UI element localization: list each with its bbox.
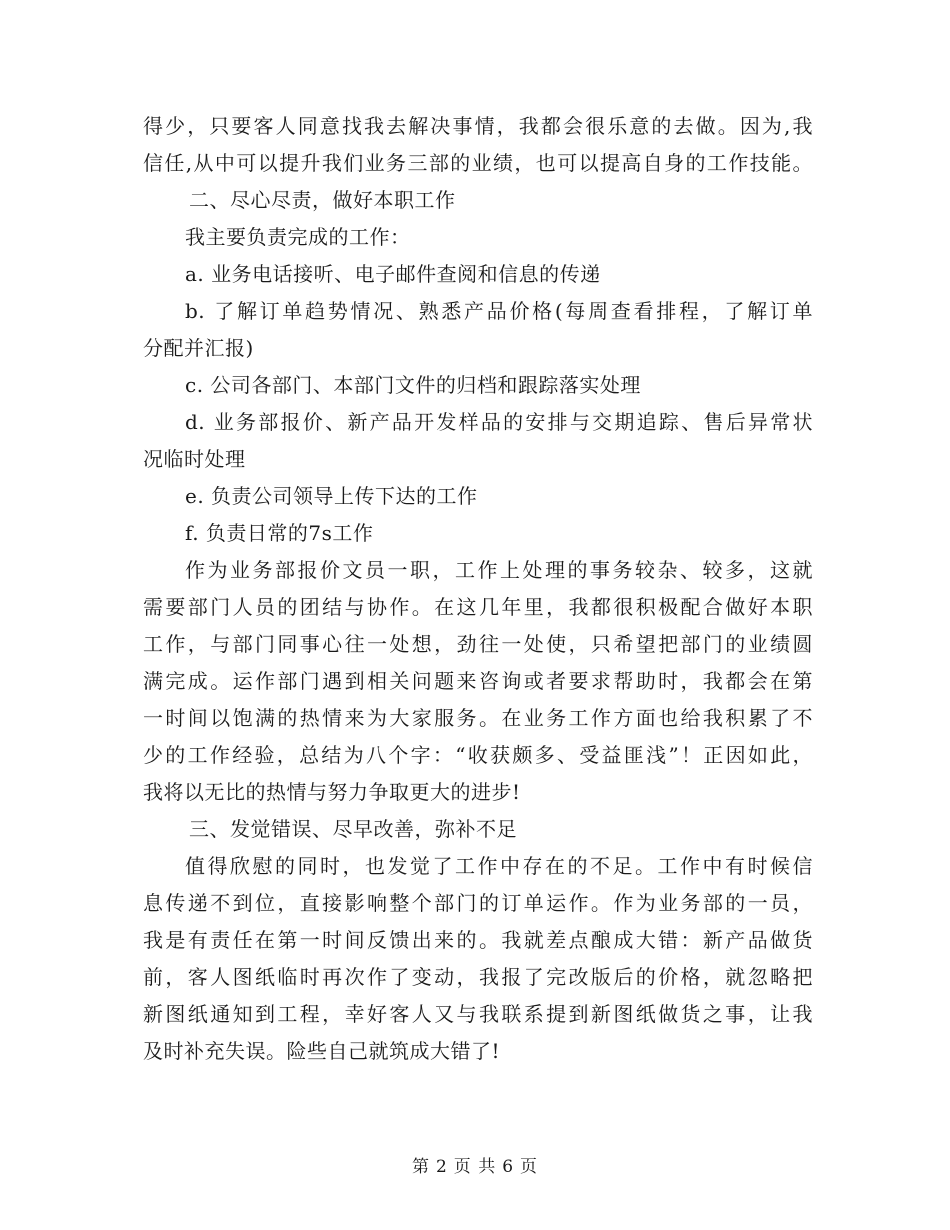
- body-line: 满完成。运作部门遇到相关问题来咨询或者要求帮助时，我都会在第: [143, 669, 813, 693]
- body-line: 我是有责任在第一时间反馈出来的。我就差点酿成大错：新产品做货: [143, 928, 813, 952]
- body-line: 少的工作经验，总结为八个字：“收获颇多、受益匪浅”！正因如此，: [143, 743, 813, 767]
- body-line: 得少，只要客人同意找我去解决事情，我都会很乐意的去做。因为,我: [143, 114, 813, 138]
- list-item: a. 业务电话接听、电子邮件查阅和信息的传递: [185, 262, 601, 286]
- body-line: 新图纸通知到工程，幸好客人又与我联系提到新图纸做货之事，让我: [143, 1002, 813, 1026]
- body-line: 工作，与部门同事心往一处想，劲往一处使，只希望把部门的业绩圆: [143, 632, 813, 656]
- document-body: [143, 108, 813, 1070]
- body-line: 信任,从中可以提升我们业务三部的业绩，也可以提高自身的工作技能。: [143, 151, 813, 175]
- list-item-continuation: 分配并汇报): [143, 336, 254, 360]
- body-line: 需要部门人员的团结与协作。在这几年里，我都很积极配合做好本职: [143, 595, 813, 619]
- footer-mid: 页 共: [453, 1157, 497, 1177]
- list-item: b. 了解订单趋势情况、熟悉产品价格(每周查看排程，了解订单: [185, 299, 813, 323]
- body-line: 前，客人图纸临时再次作了变动，我报了完改版后的价格，就忽略把: [143, 965, 813, 989]
- list-item: c. 公司各部门、本部门文件的归档和跟踪落实处理: [185, 373, 641, 397]
- section-heading: 三、发觉错误、尽早改善，弥补不足: [189, 817, 517, 841]
- page-total: 6: [502, 1157, 515, 1177]
- page-number: 2: [435, 1157, 448, 1177]
- list-item: f. 负责日常的7s工作: [185, 521, 374, 545]
- body-line: 值得欣慰的同时，也发觉了工作中存在的不足。工作中有时候信: [185, 854, 813, 878]
- body-line: 作为业务部报价文员一职，工作上处理的事务较杂、较多，这就: [185, 558, 813, 582]
- body-line: 我将以无比的热情与努力争取更大的进步!: [143, 780, 521, 804]
- body-line: 我主要负责完成的工作：: [185, 225, 411, 249]
- page-footer: [0, 1152, 950, 1177]
- footer-suffix: 页: [520, 1157, 539, 1177]
- body-line: 及时补充失误。险些自己就筑成大错了!: [143, 1039, 501, 1063]
- footer-prefix: 第: [411, 1157, 430, 1177]
- body-line: 一时间以饱满的热情来为大家服务。在业务工作方面也给我积累了不: [143, 706, 813, 730]
- body-line: 息传递不到位，直接影响整个部门的订单运作。作为业务部的一员，: [143, 891, 813, 915]
- list-item: d. 业务部报价、新产品开发样品的安排与交期追踪、售后异常状: [185, 410, 813, 434]
- section-heading: 二、尽心尽责，做好本职工作: [189, 188, 456, 212]
- list-item-continuation: 况临时处理: [143, 447, 246, 471]
- list-item: e. 负责公司领导上传下达的工作: [185, 484, 478, 508]
